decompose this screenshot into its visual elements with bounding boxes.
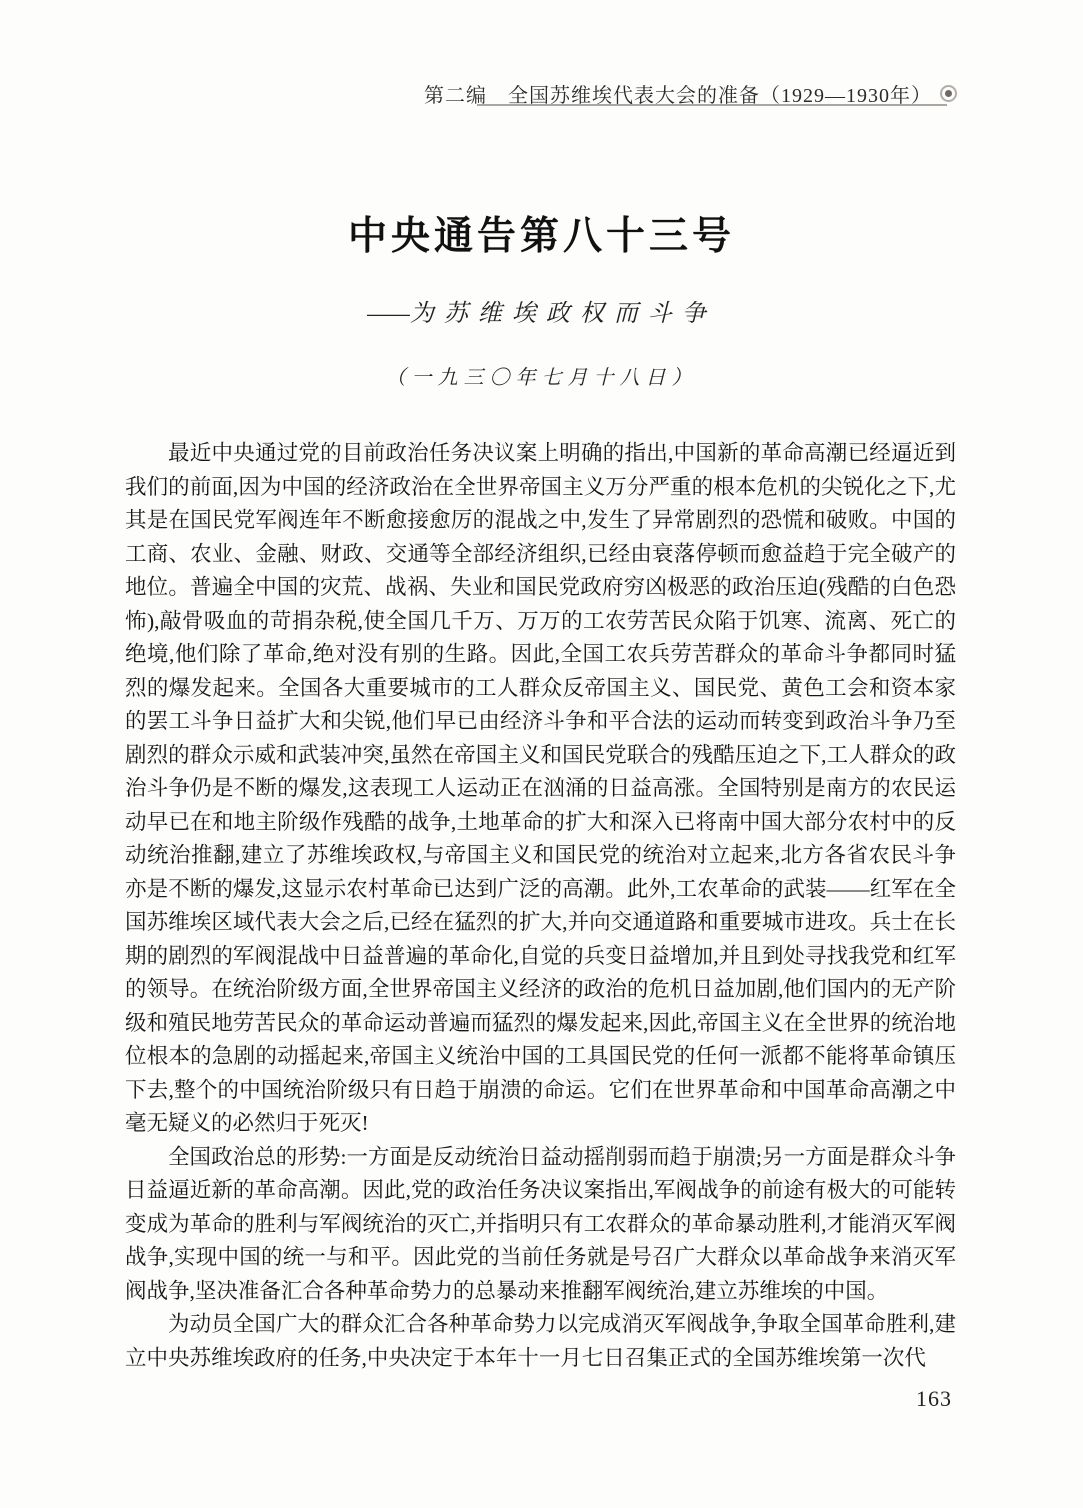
running-header-text: 第二编 全国苏维埃代表大会的准备（1929—1930年） <box>424 85 932 107</box>
date-line: （一九三〇年七月十八日） <box>385 367 698 389</box>
doc-subtitle <box>0 293 1083 328</box>
page-number: 163 <box>916 1386 952 1411</box>
subtitle-text: 为苏维埃政权而斗争 <box>409 301 716 327</box>
document-body <box>125 437 956 1375</box>
body-paragraph: 全国政治总的形势:一方面是反动统治日益动摇削弱而趋于崩溃;另一方面是群众斗争日益逼近新的革命高潮。因此,党的政治任务决议案指出,军阀战争的前途有极大的可能转变成为革命的胜利与军阀统治的灭亡,并指明只有工农群众的革命暴动胜利,才能消灭军阀战争,实现中国的统一与和平。因此党的当前任务就是号召广大群众以革命战争来消灭军阀战争,坚决准备汇合各种革命势力的总暴动来推翻军阀统治,建立苏维埃的中国。 <box>125 1144 956 1303</box>
header-divider <box>477 104 947 106</box>
body-paragraph: 最近中央通过党的目前政治任务决议案上明确的指出,中国新的革命高潮已经逼近到我们的前面,因为中国的经济政治在全世界帝国主义万分严重的根本危机的尖锐化之下,尤其是在国民党军阀连年不断愈接愈厉的混战之中,发生了异常剧烈的恐慌和破败。中国的工商、农业、金融、财政、交通等全部经济组织,已经由衰落停顿而愈益趋于完全破产的地位。普遍全中国的灾荒、战祸、失业和国民党政府穷凶极恶的政治压迫(残酷的白色恐怖),敲骨吸血的苛捐杂税,使全国几千万、万万的工农劳苦民众陷于饥寒、流离、死亡的绝境,他们除了革命,绝对没有别的生路。因此,全国工农兵劳苦群众的革命斗争都同时猛烈的爆发起来。全国各大重要城市的工人群众反帝国主义、国民党、黄色工会和资本家的罢工斗争日益扩大和尖锐,他们早已由经济斗争和平合法的运动而转变到政治斗争乃至剧烈的群众示威和武装冲突,虽然在帝国主义和国民党联合的残酷压迫之下,工人群众的政治斗争仍是不断的爆发,这表现工人运动正在汹涌的日益高涨。全国特别是南方的农民运动早已在和地主阶级作残酷的战争,土地革命的扩大和深入已将南中国大部分农村中的反动统治推翻,建立了苏维埃政权,与帝国主义和国民党的统治对立起来,北方各省农民斗争亦是不断的爆发,这显示农村革命已达到广泛的高潮。此外,工农革命的武装——红军在全国苏维埃区域代表大会之后,已经在猛烈的扩大,并向交通道路和重要城市进攻。兵士在长期的剧烈的军阀混战中日益普遍的革命化,自觉的兵变日益增加,并且到处寻找我党和红军的领导。在统治阶级方面,全世界帝国主义经济的政治的危机日益加剧,他们国内的无产阶级和殖民地劳苦民众的革命运动普遍而猛烈的爆发起来,因此,帝国主义在全世界的统治地位根本的急剧的动摇起来,帝国主义统治中国的工具国民党的任何一派都不能将革命镇压下去,整个的中国统治阶级只有日趋于崩溃的命运。它们在世界革命和中国革命高潮之中毫无疑义的必然归于死灭! <box>125 441 956 1135</box>
page-title: 中央通告第八十三号 <box>347 215 735 258</box>
body-paragraph: 为动员全国广大的群众汇合各种革命势力以完成消灭军阀战争,争取全国革命胜利,建立中央苏维埃政府的任务,中央决定于本年十一月七日召集正式的全国苏维埃第一次代 <box>125 1312 956 1370</box>
subtitle-dash: —— <box>367 301 410 327</box>
bullseye-icon <box>940 85 957 102</box>
bullseye-dot <box>945 90 952 97</box>
